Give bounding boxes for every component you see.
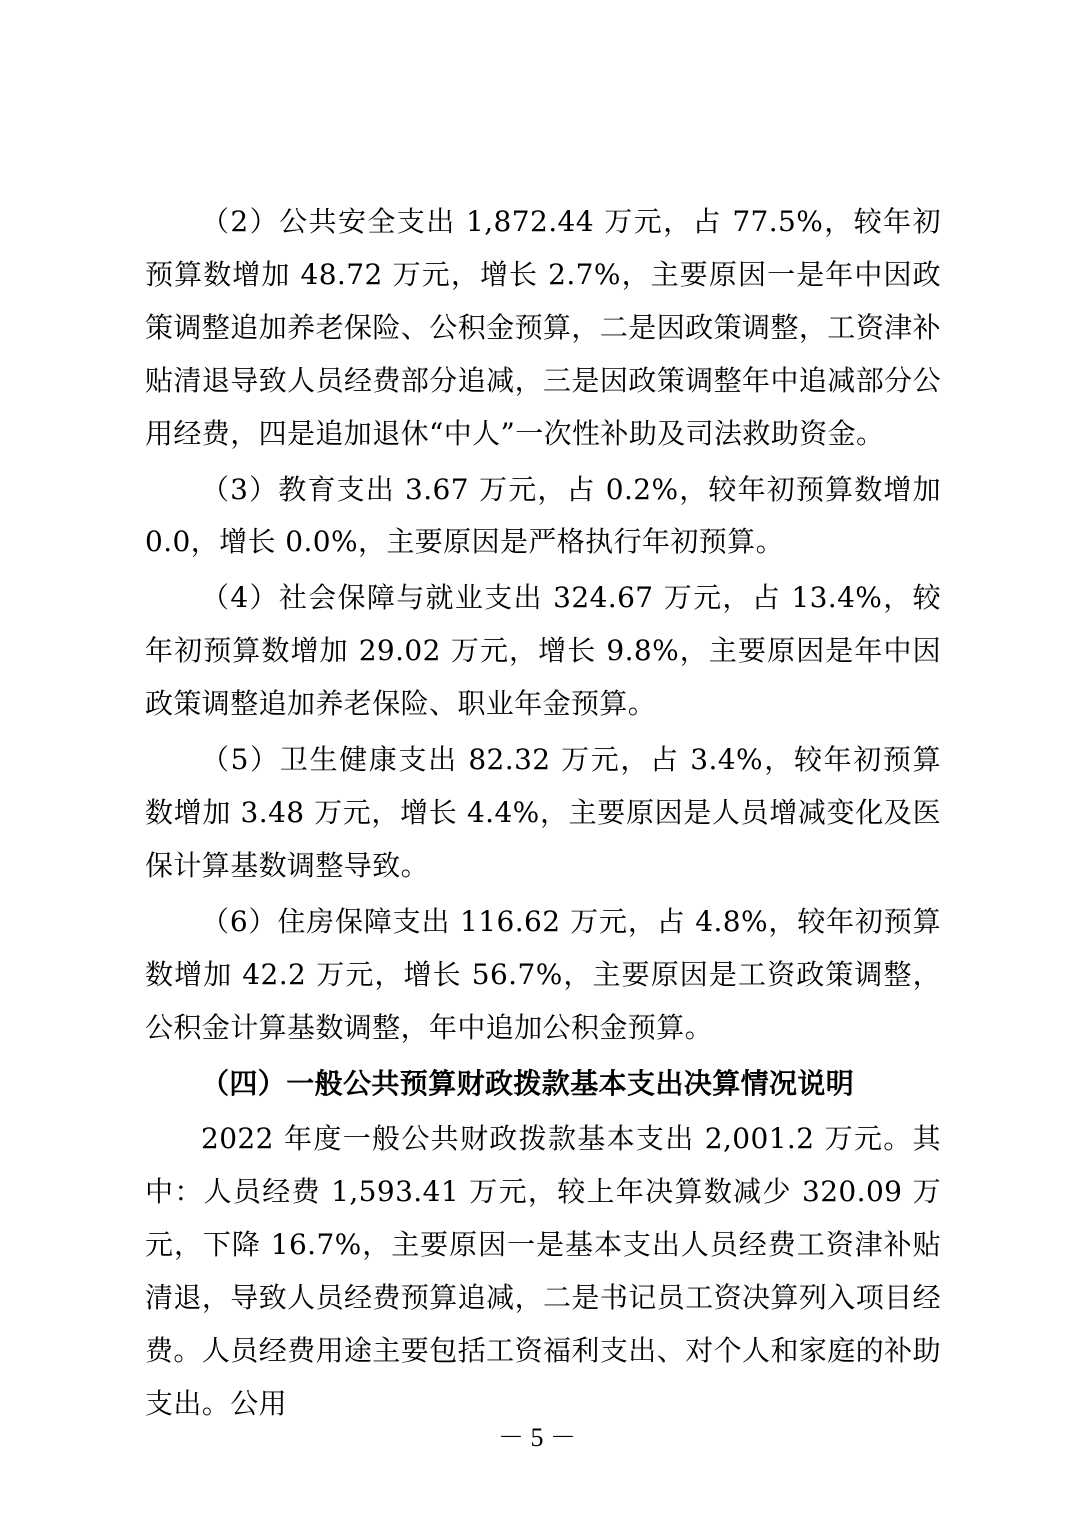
paragraph-health: （5）卫生健康支出 82.32 万元，占 3.4%，较年初预算数增加 3.48 万元，增长 4.4%，主要原因是人员增减变化及医保计算基数调整导致。 bbox=[145, 743, 941, 882]
page-number: － 5 － bbox=[497, 1423, 576, 1452]
section-heading: （四）一般公共预算财政拨款基本支出决算情况说明 bbox=[201, 1066, 855, 1100]
paragraph-public-security: （2）公共安全支出 1,872.44 万元，占 77.5%，较年初预算数增加 48.72 万元，增长 2.7%，主要原因一是年中因政策调整追加养老保险、公积金预算，二是因政策调整，工资津补贴清退导致人员经费部分追减，三是因政策调整年中追减部分公用经费，四是追加退休“中人”一次性补助及司法救助资金。 bbox=[145, 205, 941, 450]
paragraph-basic-expenditure: 2022 年度一般公共财政拨款基本支出 2,001.2 万元。其中：人员经费 1,593.41 万元，较上年决算数减少 320.09 万元，下降 16.7%，主要原因一是基本支出人员经费工资津补贴清退，导致人员经费预算追减，二是书记员工资决算列入项目经费。人员经费用途主要包括工资福利支出、对个人和家庭的补助支出。公用 bbox=[145, 1122, 941, 1420]
paragraph-social-security: （4）社会保障与就业支出 324.67 万元，占 13.4%，较年初预算数增加 29.02 万元，增长 9.8%，主要原因是年中因政策调整追加养老保险、职业年金预算。 bbox=[145, 581, 941, 721]
document-body bbox=[145, 196, 941, 1434]
paragraph-housing: （6）住房保障支出 116.62 万元，占 4.8%，较年初预算数增加 42.2 万元，增长 56.7%，主要原因是工资政策调整，公积金计算基数调整，年中追加公积金预算。 bbox=[145, 904, 941, 1044]
paragraph-education: （3）教育支出 3.67 万元，占 0.2%，较年初预算数增加 0.0，增长 0.0%，主要原因是严格执行年初预算。 bbox=[145, 472, 941, 559]
